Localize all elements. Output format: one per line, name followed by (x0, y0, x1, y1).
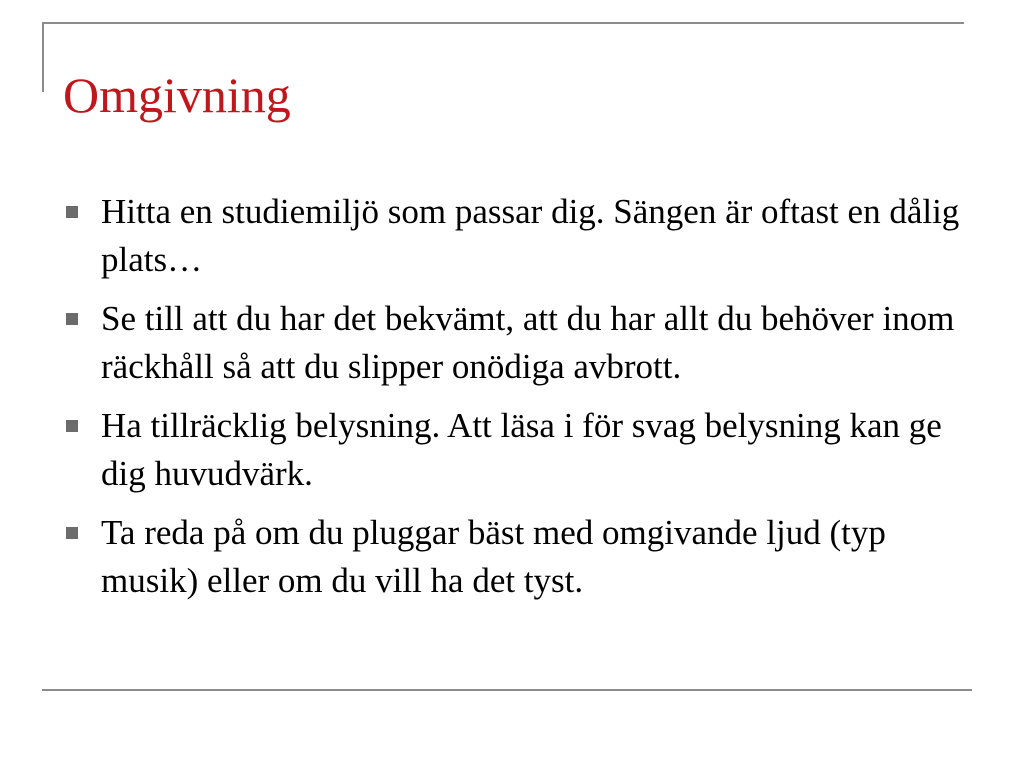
bullet-text: Ha tillräcklig belysning. Att läsa i för svag belysning kan ge dig huvudvärk. (101, 406, 942, 493)
bullet-item (66, 188, 966, 284)
frame-top-line (42, 22, 964, 24)
bullet-list (66, 188, 966, 616)
bullet-text: Hitta en studiemiljö som passar dig. Sängen är oftast en dålig plats… (101, 192, 960, 279)
bullet-text: Ta reda på om du pluggar bäst med omgivande ljud (typ musik) eller om du vill ha det tyst. (101, 513, 886, 600)
bullet-text: Se till att du har det bekvämt, att du har allt du behöver inom räckhåll så att du slipper onödiga avbrott. (101, 299, 955, 386)
slide-title: Omgivning (63, 67, 291, 123)
square-bullet-icon (66, 527, 78, 539)
frame-bottom-line (42, 689, 972, 691)
square-bullet-icon (66, 313, 78, 325)
square-bullet-icon (66, 206, 78, 218)
frame-left-line (42, 22, 44, 92)
bullet-item (66, 509, 966, 605)
bullet-item (66, 402, 966, 498)
square-bullet-icon (66, 420, 78, 432)
bullet-item (66, 295, 966, 391)
